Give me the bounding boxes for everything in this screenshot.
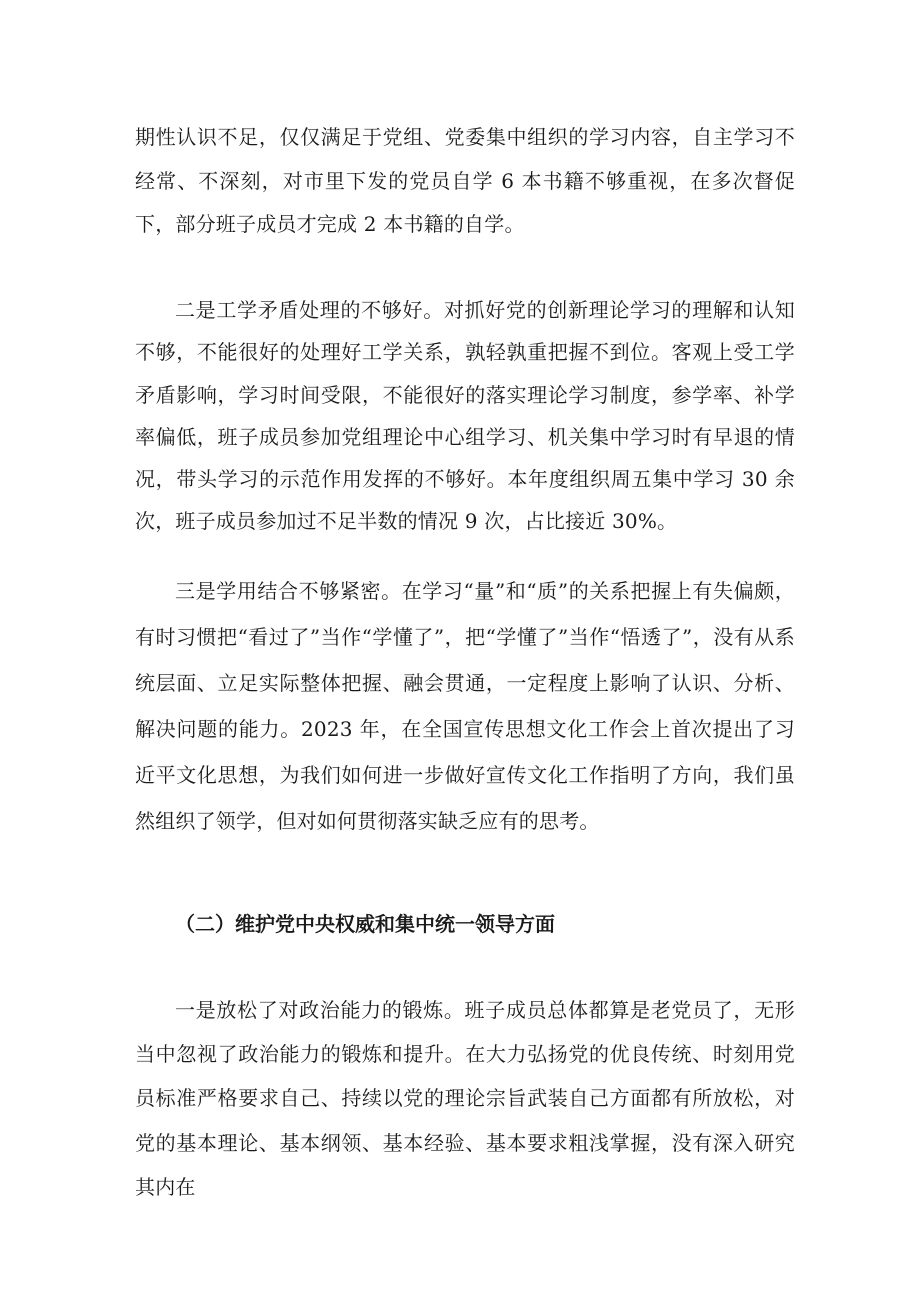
section-heading: （二）维护党中央权威和集中统一领导方面: [175, 912, 555, 936]
paragraph-continuation: 期性认识不足，仅仅满足于党组、党委集中组织的学习内容，自主学习不经常、不深刻，对市里下发的党员自学 6 本书籍不够重视，在多次督促下，部分班子成员才完成 2 本书籍的自学。: [135, 125, 795, 236]
paragraph-point-two: 二是工学矛盾处理的不够好。对抓好党的创新理论学习的理解和认知不够，不能很好的处理好工学关系，孰轻孰重把握不到位。客观上受工学矛盾影响，学习时间受限，不能很好的落实理论学习制度，参学率、补学率偏低，班子成员参加党组理论中心组学习、机关集中学习时有早退的情况，带头学习的示范作用发挥的不够好。本年度组织周五集中学习 30 余次，班子成员参加过不足半数的情况 9 次，占比接近 30%。: [135, 298, 795, 534]
paragraph-point-three: 三是学用结合不够紧密。在学习“量”和“质”的关系把握上有失偏颇，有时习惯把“看过了”当作“学懂了”，把“学懂了”当作“悟透了”，没有从系统层面、立足实际整体把握、融会贯通，一定程度上影响了认识、分析、解决问题的能力。2023 年，在全国宣传思想文化工作会上首次提出了习近平文化思想，为我们如何进一步做好宣传文化工作指明了方向，我们虽然组织了领学，但对如何贯彻落实缺乏应有的思考。: [135, 579, 795, 833]
paragraph-point-one-section-two: 一是放松了对政治能力的锻炼。班子成员总体都算是老党员了，无形当中忽视了政治能力的锻炼和提升。在大力弘扬党的优良传统、时刻用党员标准严格要求自己、持续以党的理论宗旨武装自己方面都有所放松，对党的基本理论、基本纲领、基本经验、基本要求粗浅掌握，没有深入研究其内在: [135, 998, 795, 1199]
